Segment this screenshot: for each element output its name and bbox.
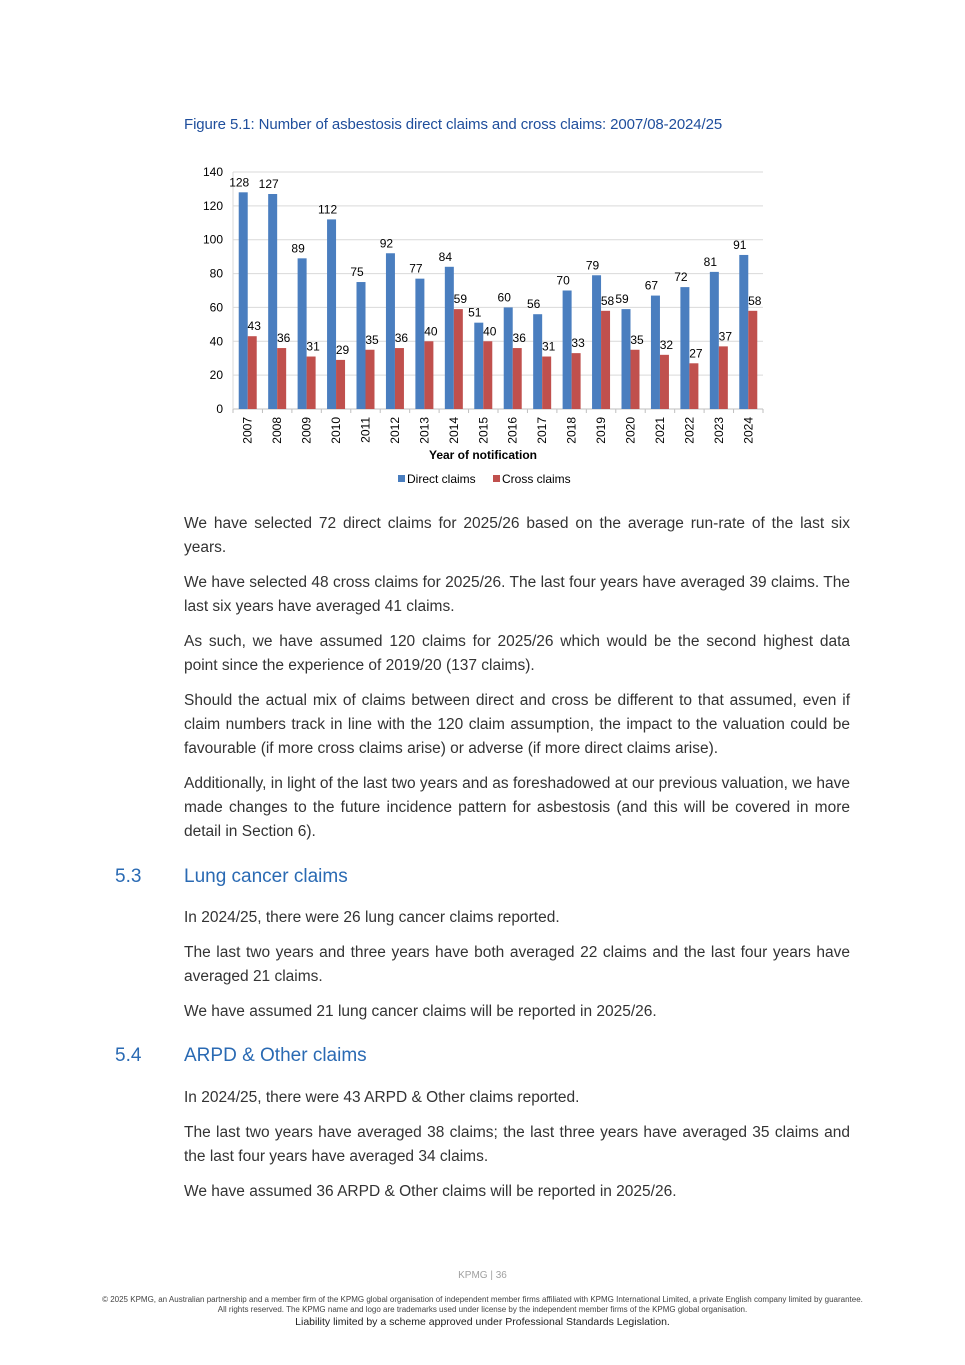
section-number: 5.4 [115, 1045, 142, 1066]
x-tick-label: 2022 [682, 417, 697, 444]
data-label-direct: 89 [291, 241, 305, 256]
data-label-cross: 36 [512, 331, 526, 346]
legend-label-direct: Direct claims [407, 472, 476, 486]
data-label-cross: 58 [600, 293, 615, 308]
x-tick-label: 2014 [446, 417, 461, 444]
paragraph: The last two years and three years have both averaged 22 claims and the last four years have averaged 21 claims. [184, 944, 850, 985]
data-label-cross: 32 [659, 337, 674, 352]
bar-direct-claims [298, 258, 307, 409]
section-number: 5.3 [115, 866, 142, 887]
bar-cross-claims [513, 348, 522, 409]
legend-label-cross: Cross claims [502, 472, 571, 486]
bar-direct-claims [710, 272, 719, 409]
x-axis-label: Year of notification [428, 448, 538, 462]
bar-direct-claims [739, 255, 748, 409]
bar-cross-claims [454, 309, 463, 409]
data-label-cross: 35 [365, 332, 379, 347]
paragraph: As such, we have assumed 120 claims for 2025/26 which would be the second highest data point since the experience of 2019/20 (137 claims). [184, 633, 850, 674]
x-tick-label: 2010 [329, 417, 344, 444]
bar-direct-claims [533, 314, 542, 409]
data-label-direct: 72 [674, 270, 688, 285]
section-heading: ARPD & Other claims [184, 1045, 367, 1066]
bar-direct-claims [445, 267, 454, 409]
x-tick-label: 2023 [711, 417, 726, 444]
page-number: KPMG | 36 [458, 1270, 507, 1281]
legend-swatch-cross [493, 475, 500, 482]
x-tick-label: 2011 [358, 417, 373, 443]
y-tick-label: 100 [202, 232, 223, 247]
bar-direct-claims [239, 192, 248, 409]
bar-cross-claims [748, 311, 757, 409]
x-tick-label: 2015 [476, 417, 491, 444]
x-tick-label: 2009 [299, 417, 314, 444]
data-label-direct: 77 [409, 261, 423, 276]
data-label-direct: 56 [526, 297, 541, 312]
paragraph: Additionally, in light of the last two years and as foreshadowed at our previous valuation, we have made changes to the future incidence pattern for asbestosis (and this will be covered in more detail in Section 6). [184, 775, 850, 840]
data-label-direct: 127 [258, 177, 279, 192]
paragraph: We have selected 72 direct claims for 2025/26 based on the average run-rate of the last six years. [184, 515, 850, 556]
data-label-direct: 59 [615, 292, 629, 307]
bar-direct-claims [504, 307, 513, 409]
data-label-direct: 51 [468, 305, 482, 320]
data-label-cross: 35 [630, 332, 644, 347]
bar-direct-claims [415, 279, 424, 409]
data-label-cross: 58 [748, 293, 762, 308]
data-label-cross: 37 [718, 329, 733, 344]
y-tick-label: 40 [209, 334, 223, 349]
paragraph: Should the actual mix of claims between direct and cross be different to that assumed, even if claim numbers track in line with the 120 claim assumption, the impact to the valuation could be favourable (if more cross claims arise) or adverse (if more direct claims arise). [184, 692, 850, 757]
y-axis-ticks [203, 165, 223, 416]
paragraph: We have selected 48 cross claims for 2025/26. The last four years have averaged 39 claims. The last six years have averaged 41 claims. [184, 574, 850, 615]
data-label-direct: 67 [644, 278, 659, 293]
x-tick-label: 2020 [623, 417, 638, 444]
x-axis-ticks [233, 409, 763, 444]
data-label-cross: 40 [424, 324, 438, 339]
bar-cross-claims [395, 348, 404, 409]
data-label-cross: 59 [453, 292, 468, 307]
y-tick-label: 60 [209, 300, 223, 315]
x-tick-label: 2017 [535, 417, 550, 444]
legal-notice: © 2025 KPMG, an Australian partnership and a member firm of the KPMG global organisation of independent member firms affiliated with KPMG International Limited, a private English company limited by guarantee. All rights reserved. The KPMG name and logo are trademarks used under license by the independent member firms of the KPMG global organisation. [102, 1295, 863, 1314]
data-label-direct: 70 [556, 273, 570, 288]
bar-cross-claims [366, 350, 375, 409]
bar-cross-claims [689, 363, 698, 409]
bar-chart [195, 158, 775, 493]
data-label-direct: 91 [733, 237, 747, 252]
y-tick-label: 80 [209, 266, 223, 281]
bar-cross-claims [483, 341, 492, 409]
bar-cross-claims [307, 357, 316, 409]
bar-cross-claims [719, 346, 728, 409]
data-label-direct: 81 [703, 254, 718, 269]
x-tick-label: 2012 [387, 417, 402, 444]
data-label-cross: 36 [394, 331, 409, 346]
bar-cross-claims [336, 360, 345, 409]
bar-cross-claims [424, 341, 433, 409]
x-tick-label: 2013 [417, 417, 432, 444]
x-tick-label: 2016 [505, 417, 520, 444]
data-label-cross: 29 [335, 342, 350, 357]
paragraph: We have assumed 21 lung cancer claims will be reported in 2025/26. [184, 1003, 657, 1020]
paragraph: We have assumed 36 ARPD & Other claims will be reported in 2025/26. [184, 1183, 677, 1200]
paragraph: The last two years have averaged 38 claims; the last three years have averaged 35 claims and the last four years have averaged 34 claims. [184, 1124, 850, 1165]
bar-direct-claims [268, 194, 277, 409]
x-tick-label: 2007 [240, 417, 255, 444]
x-tick-label: 2021 [652, 417, 667, 444]
bar-direct-claims [651, 296, 660, 409]
bar-cross-claims [277, 348, 286, 409]
bar-direct-claims [474, 323, 483, 409]
x-tick-label: 2018 [564, 417, 579, 444]
y-tick-label: 0 [216, 402, 223, 416]
x-tick-label: 2024 [741, 417, 756, 444]
y-tick-label: 20 [209, 368, 223, 383]
bar-direct-claims [357, 282, 366, 409]
data-label-cross: 31 [541, 339, 556, 354]
section-heading: Lung cancer claims [184, 866, 348, 887]
data-label-cross: 31 [306, 339, 320, 354]
data-label-direct: 92 [379, 236, 394, 251]
paragraph: In 2024/25, there were 26 lung cancer claims reported. [184, 909, 560, 926]
data-label-cross: 33 [571, 336, 585, 351]
bar-cross-claims [601, 311, 610, 409]
bar-cross-claims [660, 355, 669, 409]
bar-cross-claims [542, 357, 551, 409]
data-label-direct: 79 [585, 258, 600, 273]
data-label-direct: 128 [229, 175, 250, 190]
bar-direct-claims [592, 275, 601, 409]
bar-direct-claims [622, 309, 631, 409]
x-tick-label: 2019 [594, 417, 609, 444]
data-label-direct: 112 [317, 202, 338, 217]
data-label-direct: 75 [350, 265, 364, 280]
bar-cross-claims [631, 350, 640, 409]
data-label-direct: 84 [438, 249, 453, 264]
y-tick-label: 140 [202, 165, 223, 179]
data-label-direct: 60 [497, 290, 511, 305]
data-label-cross: 43 [247, 319, 261, 334]
data-label-cross: 40 [483, 324, 497, 339]
bar-direct-claims [680, 287, 689, 409]
x-tick-label: 2008 [270, 417, 285, 444]
y-tick-label: 120 [202, 198, 223, 213]
bar-direct-claims [327, 219, 336, 409]
bar-cross-claims [248, 336, 257, 409]
bar-direct-claims [563, 291, 572, 410]
chart-legend [398, 472, 571, 486]
bar-direct-claims [386, 253, 395, 409]
liability-notice: Liability limited by a scheme approved under Professional Standards Legislation. [295, 1316, 670, 1328]
figure-title: Figure 5.1: Number of asbestosis direct claims and cross claims: 2007/08-2024/25 [184, 116, 723, 133]
legend-swatch-direct [398, 475, 405, 482]
data-label-cross: 36 [276, 331, 291, 346]
data-label-cross: 27 [689, 346, 703, 361]
paragraph: In 2024/25, there were 43 ARPD & Other claims reported. [184, 1089, 580, 1106]
bar-cross-claims [572, 353, 581, 409]
